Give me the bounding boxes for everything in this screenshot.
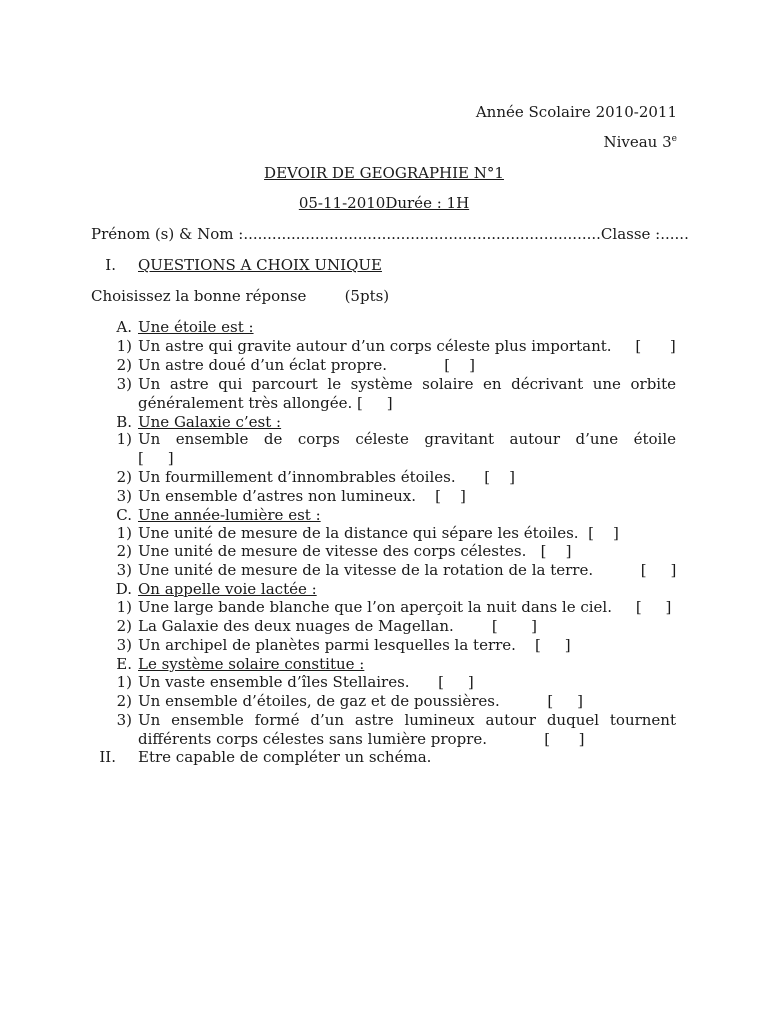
student-name-line: Prénom (s) & Nom :...........................................................................Classe :...... (91, 225, 689, 243)
question-e2-text: Un ensemble d’étoiles, de gaz et de poussières. [ ] (138, 692, 583, 710)
part2-numeral: II. (99, 748, 116, 766)
section-e-letter: E. (116, 655, 132, 673)
question-c1-text: Une unité de mesure de la distance qui sépare les étoiles. [ ] (138, 524, 619, 542)
section-a-letter: A. (116, 318, 132, 336)
question-e1-number: 1) (116, 673, 132, 691)
question-d2-number: 2) (116, 617, 132, 635)
question-b3-text: Un ensemble d’astres non lumineux. [ ] (138, 487, 466, 505)
question-a3-number: 3) (116, 375, 132, 393)
question-e3-number: 3) (116, 711, 132, 729)
question-c3-text: Une unité de mesure de la vitesse de la rotation de la terre. [ ] (138, 561, 677, 579)
question-b3-number: 3) (116, 487, 132, 505)
question-d3-number: 3) (116, 636, 132, 654)
level-text: Niveau 3 (603, 133, 672, 151)
question-b2-number: 2) (116, 468, 132, 486)
question-d1-text: Une large bande blanche que l’on aperçoit la nuit dans le ciel. [ ] (138, 598, 672, 616)
section-c-letter: C. (116, 506, 132, 524)
question-b1-text-line1: Un ensemble de corps céleste gravitant autour d’une étoile (138, 430, 676, 448)
question-a2-text: Un astre doué d’un éclat propre. [ ] (138, 356, 475, 374)
question-b2-text: Un fourmillement d’innombrables étoiles. [ ] (138, 468, 515, 486)
question-e2-number: 2) (116, 692, 132, 710)
section-d-letter: D. (115, 580, 132, 598)
section-e-title: Le système solaire constitue : (138, 655, 365, 673)
question-b1-text-line2: [ ] (138, 449, 174, 467)
question-e1-text: Un vaste ensemble d’îles Stellaires. [ ] (138, 673, 474, 691)
question-b1-number: 1) (116, 430, 132, 448)
part1-instruction: Choisissez la bonne réponse (5pts) (91, 287, 390, 305)
part2-text: Etre capable de compléter un schéma. (138, 748, 432, 766)
question-a3-text-line1: Un astre qui parcourt le système solaire en décrivant une orbite (138, 375, 676, 393)
question-d2-text: La Galaxie des deux nuages de Magellan. [ ] (138, 617, 537, 635)
question-d3-text: Un archipel de planètes parmi lesquelles la terre. [ ] (138, 636, 571, 654)
question-c3-number: 3) (116, 561, 132, 579)
section-b-title: Une Galaxie c’est : (138, 413, 282, 431)
question-c1-number: 1) (116, 524, 132, 542)
question-a3-text-line2: généralement très allongée. [ ] (138, 394, 393, 412)
question-e3-text-line2: différents corps célestes sans lumière propre. [ ] (138, 730, 585, 748)
section-c-title: Une année-lumière est : (138, 506, 321, 524)
section-a-title: Une étoile est : (138, 318, 254, 336)
exam-date-duration: 05-11-2010Durée : 1H (298, 194, 470, 212)
question-e3-text-line1: Un ensemble formé d’un astre lumineux autour duquel tournent (138, 711, 676, 729)
school-year: Année Scolaire 2010-2011 (475, 103, 677, 121)
question-a1-text: Un astre qui gravite autour d’un corps céleste plus important. [ ] (138, 337, 676, 355)
question-a1-number: 1) (116, 337, 132, 355)
level (603, 133, 677, 152)
question-c2-text: Une unité de mesure de vitesse des corps célestes. [ ] (138, 542, 572, 560)
section-b-letter: B. (116, 413, 132, 431)
level-superscript: e (671, 134, 677, 144)
exam-title: DEVOIR DE GEOGRAPHIE N°1 (264, 164, 504, 182)
question-d1-number: 1) (116, 598, 132, 616)
part1-title: QUESTIONS A CHOIX UNIQUE (138, 256, 382, 274)
question-c2-number: 2) (116, 542, 132, 560)
question-a2-number: 2) (116, 356, 132, 374)
section-d-title: On appelle voie lactée : (138, 580, 317, 598)
part1-numeral: I. (105, 256, 116, 274)
